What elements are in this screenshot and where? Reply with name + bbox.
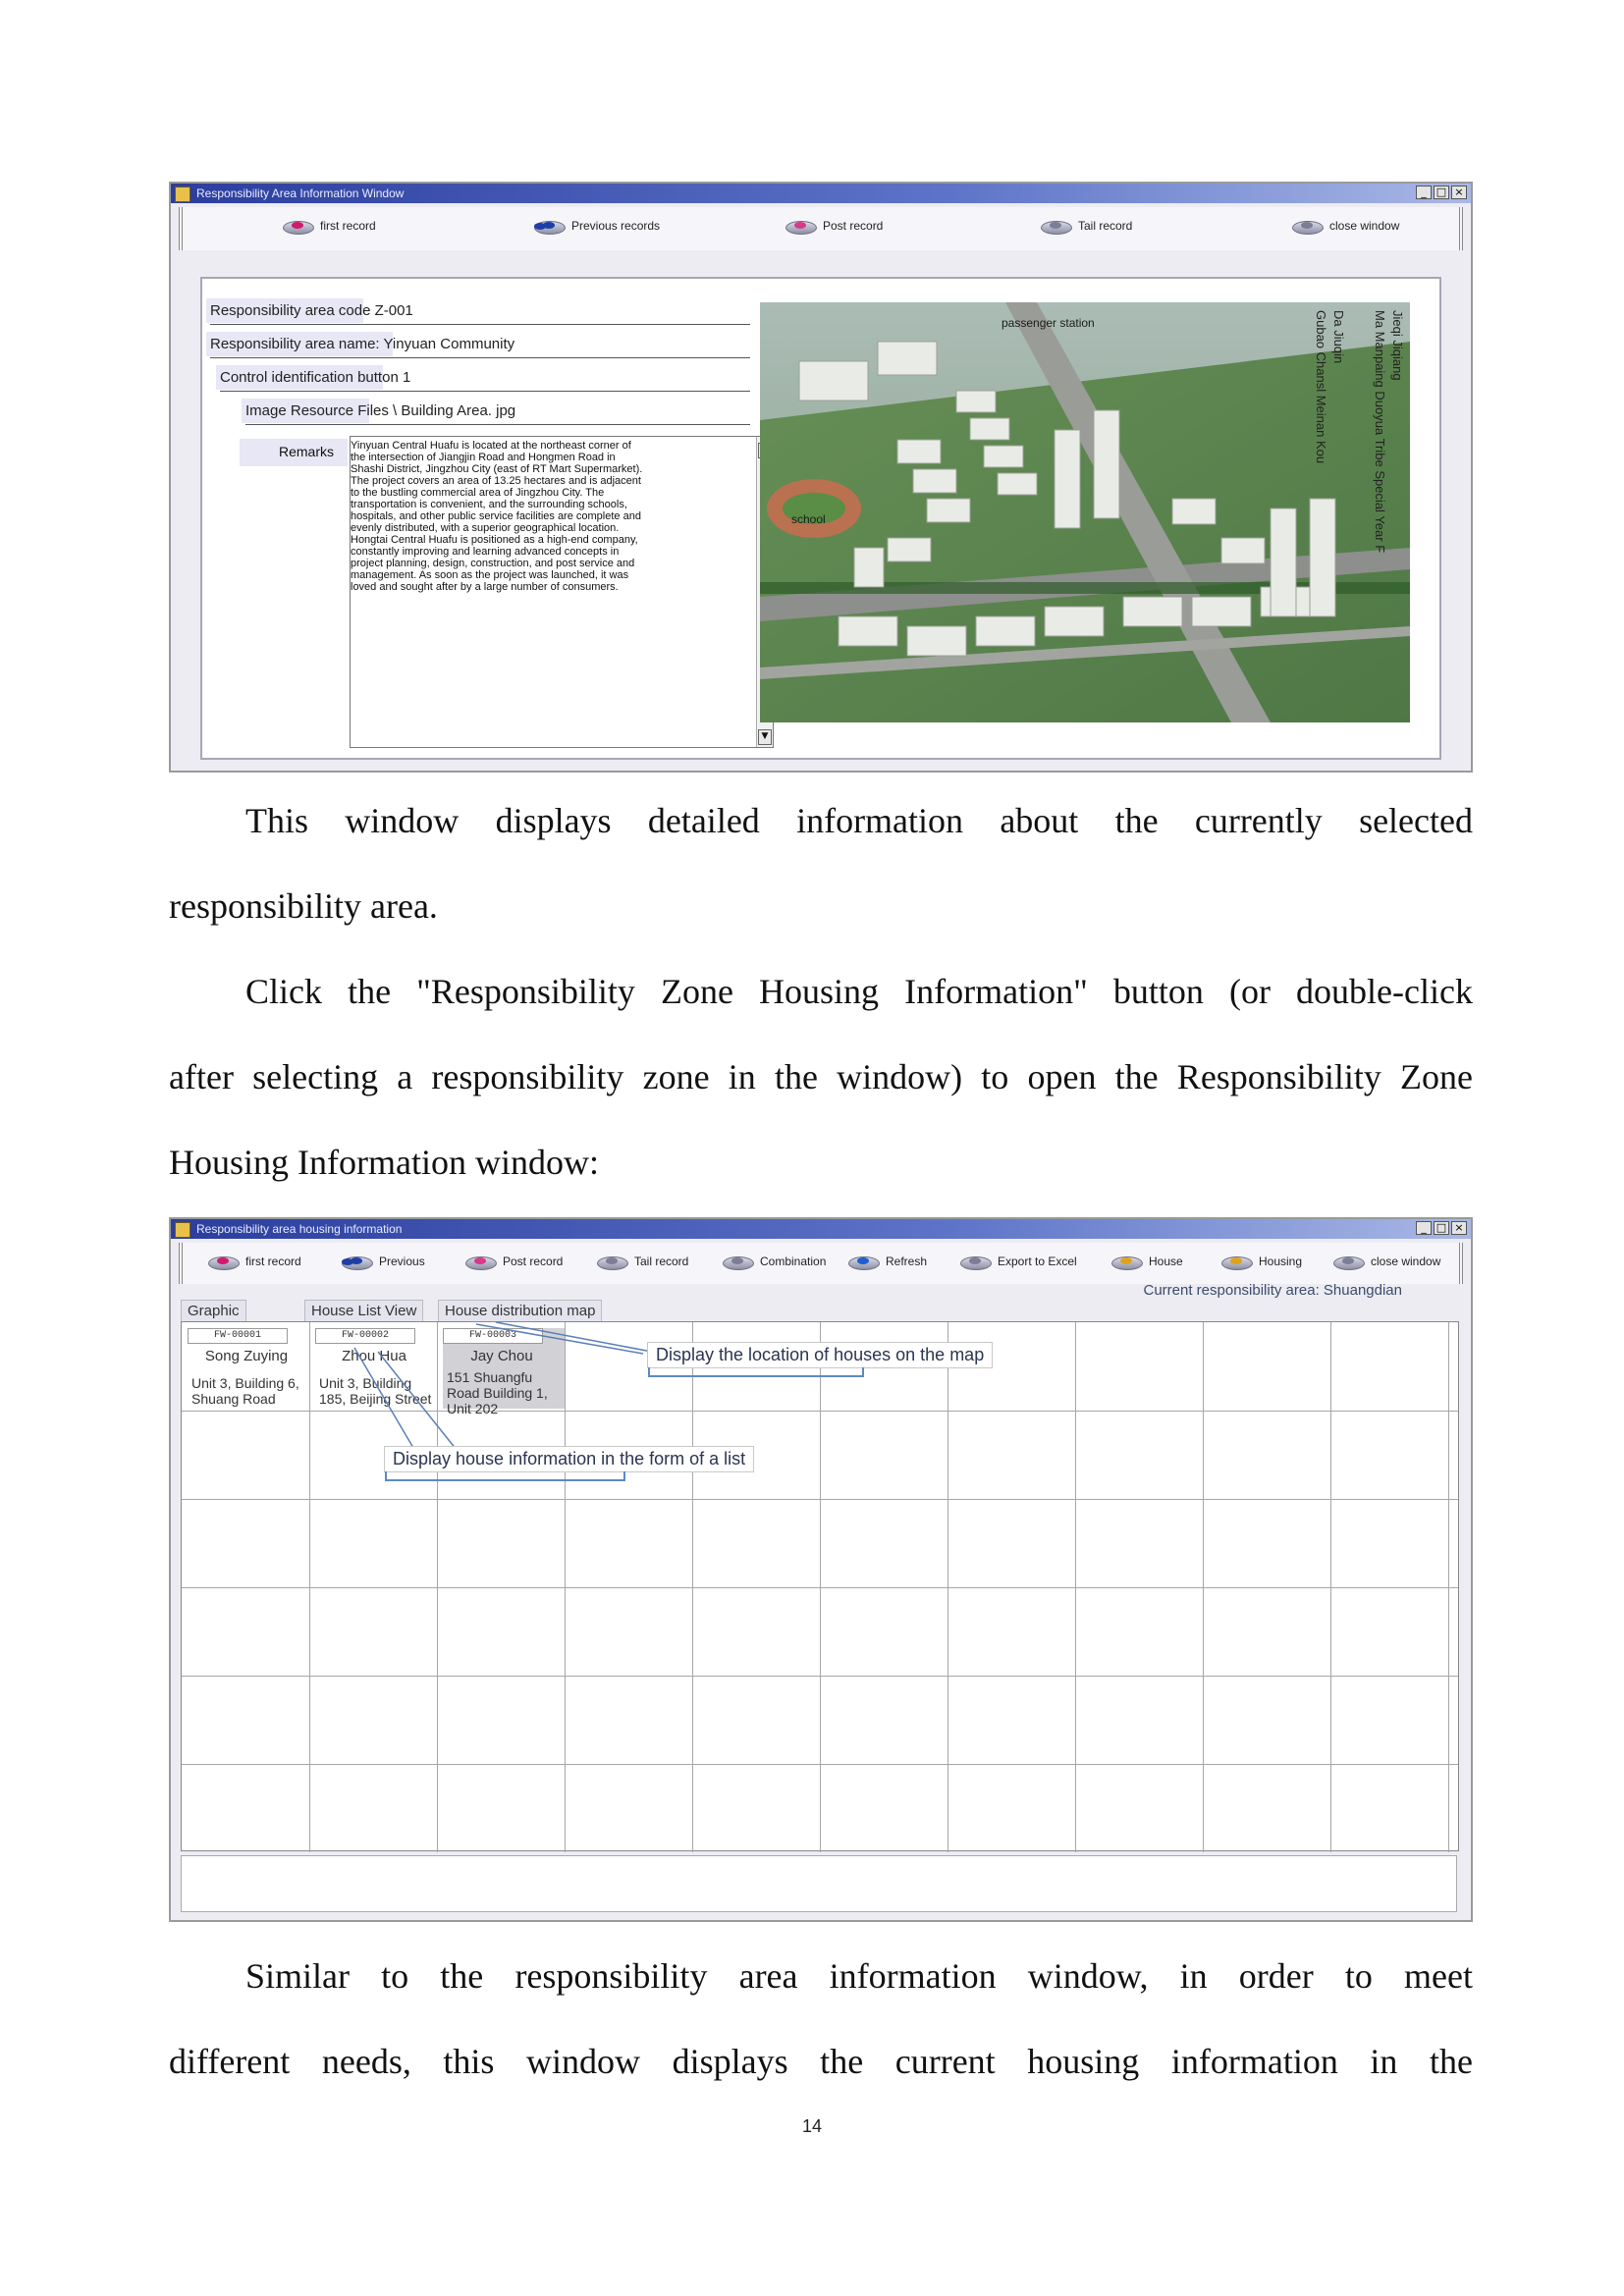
list-view-callout: Display house information in the form of a list xyxy=(384,1446,754,1472)
disk-icon xyxy=(1290,217,1324,235)
maximize-icon[interactable]: □ xyxy=(1434,186,1449,199)
double-disk-icon xyxy=(532,217,566,235)
tail-record-button[interactable]: Tail record xyxy=(1039,217,1132,235)
status-panel xyxy=(181,1855,1457,1912)
first-record-button[interactable]: first record xyxy=(281,217,376,235)
photo-annotation-4: Gubao Chansl Meinan Kou xyxy=(1314,310,1328,464)
remarks-label: Remarks xyxy=(240,439,348,466)
housing-toolbar xyxy=(179,1243,1463,1284)
window-controls xyxy=(1416,1221,1467,1235)
control-id-field[interactable]: Control identification button 1 xyxy=(220,365,750,392)
app-icon xyxy=(175,1222,190,1238)
house-button[interactable]: House xyxy=(1110,1253,1183,1270)
photo-annotation-1: Jieqi Jiqiang xyxy=(1390,310,1405,381)
disk-icon xyxy=(958,1253,992,1270)
area-code-field[interactable]: Responsibility area code Z-001 xyxy=(210,298,750,325)
paragraph-1: This window displays detailed information about the currently selected responsibility area. xyxy=(169,801,1473,926)
window-titlebar[interactable] xyxy=(171,184,1471,203)
blue-disk-icon xyxy=(846,1253,880,1270)
school-label: school xyxy=(791,512,826,526)
photo-annotation-2: Ma Manpaing Duoyua Tribe Special Year F xyxy=(1373,310,1387,554)
post-record-button[interactable]: Post record xyxy=(463,1253,563,1270)
housing-button[interactable]: Housing xyxy=(1219,1253,1302,1270)
pink-disk-icon xyxy=(463,1253,497,1270)
minimize-icon[interactable]: _ xyxy=(1416,186,1432,199)
house-grid: FW-00001 Song Zuying Unit 3, Building 6, Shuang Road FW-00002 Zhou Hua Unit 3, Building 185, Beijing Street FW-00003 Jay Chou 151 Shuangfu Road Building 1, Unit 202 Display the location of houses on the map Display house information in the form of a list xyxy=(181,1321,1459,1851)
passenger-station-label: passenger station xyxy=(1001,316,1095,330)
remarks-text: Yinyuan Central Huafu is located at the northeast corner of the intersection of Jiangjin Road and Hongmen Road in Shashi District, Jingzhou City (east of RT Mart Supermarket). The project covers an area of 13.25 hectares and is adjacent to the bustling commercial area of Jingzhou City. The transportation is convenient, and the surrounding schools, hospitals, and other public service facilities are complete and evenly distributed, with a superior geographical location. Hongtai Central Huafu is positioned as a high-end company, constantly improving and learning advanced concepts in project planning, design, construction, and post service and management. As soon as the project was launched, it was loved and sought after by a large number of consumers. xyxy=(351,440,643,593)
first-record-button[interactable]: first record xyxy=(206,1253,301,1270)
tail-record-button[interactable]: Tail record xyxy=(595,1253,688,1270)
house-card-selected[interactable]: FW-00003 Jay Chou 151 Shuangfu Road Building 1, Unit 202 xyxy=(443,1328,565,1409)
image-file-field[interactable]: Image Resource Files \ Building Area. jpg xyxy=(245,399,750,425)
window-title: Responsibility Area Information Window xyxy=(196,187,405,200)
close-icon[interactable]: × xyxy=(1451,1221,1467,1235)
photo-annotation-3: Da Jiuqin xyxy=(1331,310,1346,364)
responsibility-area-information-window xyxy=(169,182,1473,773)
minimize-icon[interactable]: _ xyxy=(1416,1221,1432,1235)
pink-disk-icon xyxy=(784,217,817,235)
map-view-callout: Display the location of houses on the map xyxy=(647,1342,993,1368)
page-number: 14 xyxy=(801,2116,823,2136)
export-to-excel-button[interactable]: Export to Excel xyxy=(958,1253,1077,1270)
app-icon xyxy=(175,187,190,202)
previous-button[interactable]: Previous xyxy=(340,1253,425,1270)
maximize-icon[interactable]: □ xyxy=(1434,1221,1449,1235)
current-area-status: Current responsibility area: Shuangdian xyxy=(1143,1282,1402,1299)
tab-house-list-view[interactable]: House List View xyxy=(304,1300,423,1321)
window-controls xyxy=(1416,186,1467,199)
disk-icon xyxy=(595,1253,628,1270)
combination-button[interactable]: Combination xyxy=(721,1253,826,1270)
paragraph-3: Similar to the responsibility area information window, in order to meet different needs, this window displays the current housing information in the xyxy=(169,1956,1473,2081)
pink-disk-icon xyxy=(281,217,314,235)
paragraph-2: Click the "Responsibility Zone Housing Information" button (or double-click after selecting a responsibility zone in the window) to open the Responsibility Zone Housing Information window: xyxy=(169,972,1473,1182)
orange-disk-icon xyxy=(1219,1253,1253,1270)
tab-house-distribution-map[interactable]: House distribution map xyxy=(438,1300,602,1321)
double-disk-icon xyxy=(340,1253,373,1270)
previous-records-button[interactable]: Previous records xyxy=(532,217,660,235)
window-title: Responsibility area housing information xyxy=(196,1222,403,1236)
post-record-button[interactable]: Post record xyxy=(784,217,883,235)
pink-disk-icon xyxy=(206,1253,240,1270)
disk-icon xyxy=(721,1253,754,1270)
housing-information-window xyxy=(169,1217,1473,1922)
close-icon[interactable]: × xyxy=(1451,186,1467,199)
building-area-photo xyxy=(760,302,1410,722)
close-window-button[interactable]: close window xyxy=(1331,1253,1440,1270)
tab-graphic[interactable]: Graphic xyxy=(181,1300,246,1321)
refresh-button[interactable]: Refresh xyxy=(846,1253,927,1270)
area-name-field[interactable]: Responsibility area name: Yinyuan Community xyxy=(210,332,750,358)
orange-disk-icon xyxy=(1110,1253,1143,1270)
remarks-textarea[interactable] xyxy=(350,436,774,748)
disk-icon xyxy=(1331,1253,1365,1270)
detail-panel xyxy=(200,277,1441,760)
disk-icon xyxy=(1039,217,1072,235)
scroll-down-icon[interactable]: ▼ xyxy=(758,729,772,745)
record-toolbar xyxy=(179,207,1463,250)
close-window-button[interactable]: close window xyxy=(1290,217,1399,235)
window-titlebar[interactable] xyxy=(171,1219,1471,1239)
